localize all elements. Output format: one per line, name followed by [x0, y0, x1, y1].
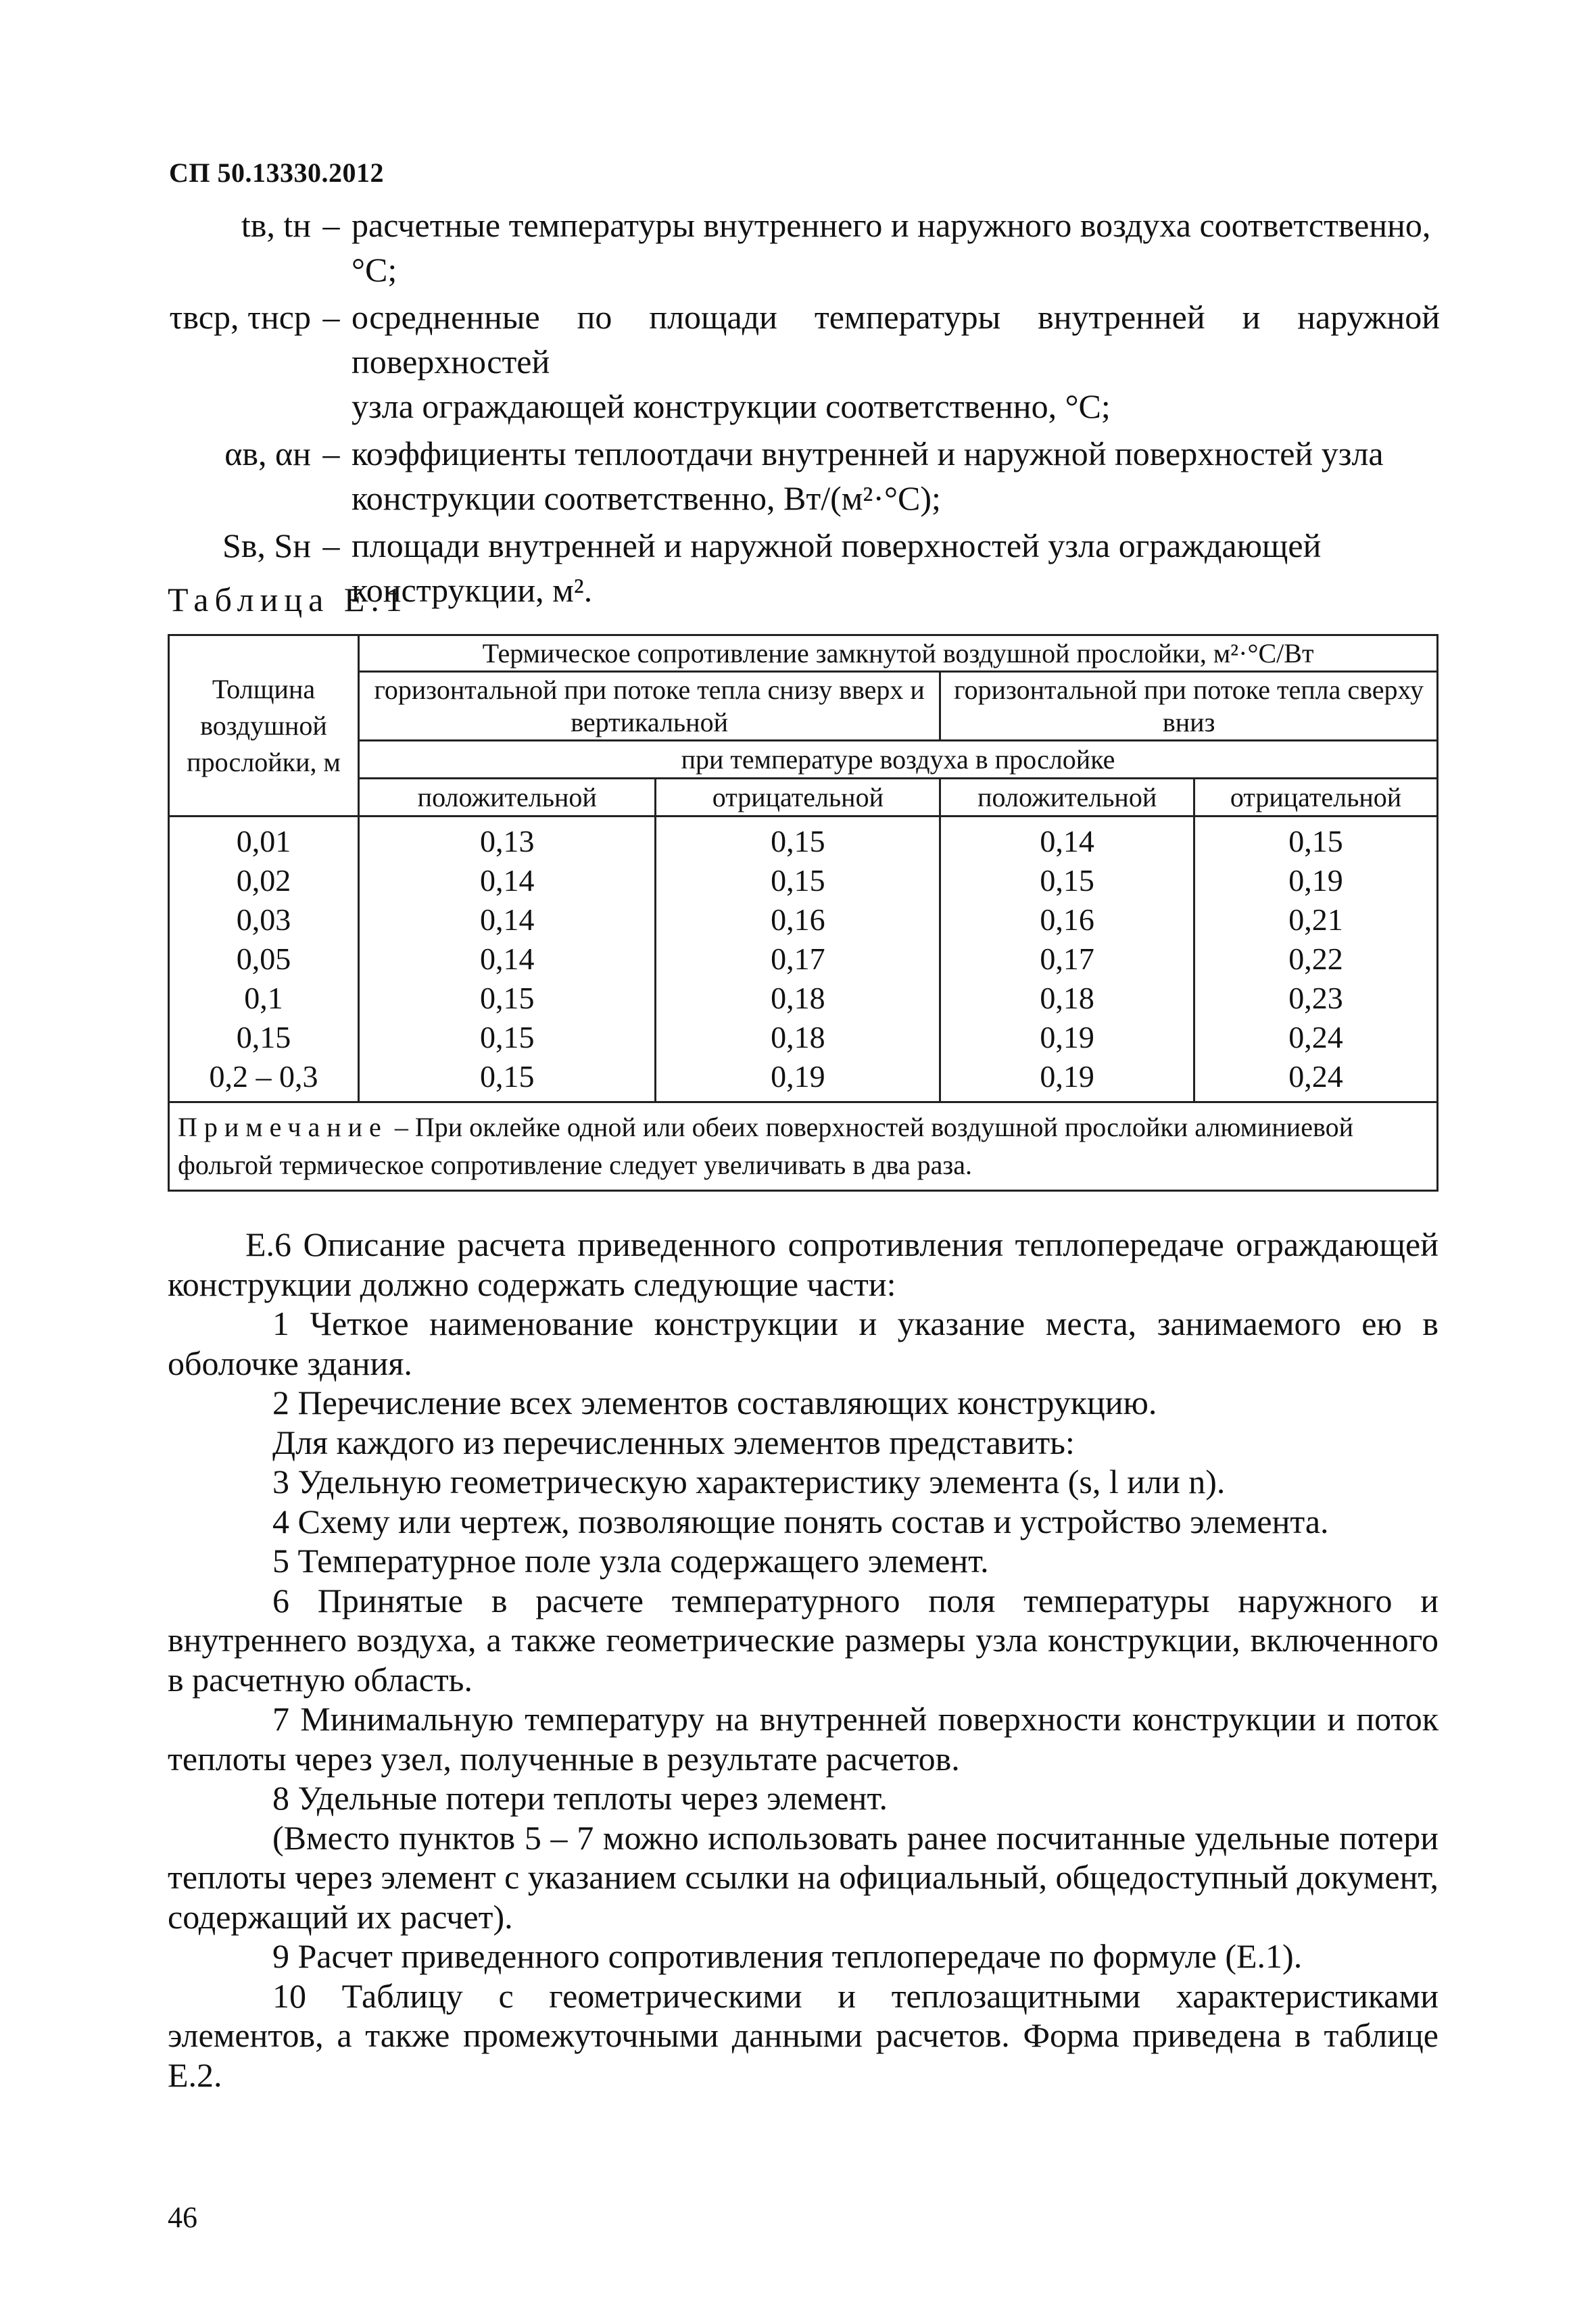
table-cell: 0,24 — [1194, 1017, 1438, 1056]
paragraph: 10 Таблицу с геометрическими и теплозащитными характеристиками элементов, а также промежуточными данными расчетов. Форма приведена в таблице Е.2. — [168, 1976, 1438, 2094]
table-row — [169, 817, 1438, 861]
table-cell: 0,1 — [169, 978, 359, 1017]
table-cell: 0,14 — [940, 817, 1194, 861]
table-cell: 0,14 — [359, 900, 656, 939]
document-code: СП 50.13330.2012 — [169, 157, 384, 188]
body-text — [168, 1225, 1438, 2095]
page-number: 46 — [168, 2201, 197, 2234]
definition-item: Sв, Sн – площади внутренней и наружной поверхностей узла ограждающей конструкции, м². — [162, 523, 1440, 612]
definition-text-cont: конструкции, м². — [352, 571, 593, 609]
table-cell: 0,18 — [656, 1017, 940, 1056]
subheader-negative: отрицательной — [1194, 779, 1438, 817]
definition-symbol: αв, αн — [224, 435, 311, 472]
paragraph: 6 Принятые в расчете температурного поля температуры наружного и внутреннего воздуха, а также геометрические размеры узла конструкции, включенного в расчетную область. — [168, 1581, 1438, 1699]
group-header-downward: горизонтальной при потоке тепла сверху вниз — [940, 672, 1438, 741]
definition-text: расчетные температуры внутреннего и наружного воздуха соответственно, — [352, 206, 1431, 244]
table-cell: 0,18 — [940, 978, 1194, 1017]
temperature-header: при температуре воздуха в прослойке — [359, 741, 1438, 779]
definition-text: площади внутренней и наружной поверхностей узла ограждающей — [352, 527, 1322, 564]
definition-text-cont: конструкции соответственно, Вт/(м²·°С); — [352, 479, 941, 517]
table-caption: Таблица Е.1 — [168, 581, 408, 618]
table-cell: 0,02 — [169, 860, 359, 900]
definition-item: tв, tн – расчетные температуры внутреннего и наружного воздуха соответственно, °С; — [162, 203, 1440, 292]
table-cell: 0,15 — [359, 978, 656, 1017]
table-cell: 0,15 — [1194, 817, 1438, 861]
table-cell: 0,15 — [656, 860, 940, 900]
table-cell: 0,18 — [656, 978, 940, 1017]
paragraph: 9 Расчет приведенного сопротивления теплопередаче по формуле (Е.1). — [272, 1937, 1303, 1975]
table-cell: 0,21 — [1194, 900, 1438, 939]
paragraph: 2 Перечисление всех элементов составляющих конструкцию. — [272, 1384, 1157, 1421]
table-cell: 0,23 — [1194, 978, 1438, 1017]
table-cell: 0,14 — [359, 860, 656, 900]
table-cell: 0,01 — [169, 817, 359, 861]
definition-text-cont: узла ограждающей конструкции соответственно, °С; — [352, 387, 1111, 425]
subheader-positive: положительной — [940, 779, 1194, 817]
table-cell: 0,2 – 0,3 — [169, 1056, 359, 1102]
table-row — [169, 1017, 1438, 1056]
definition-symbol: tв, tн — [241, 206, 311, 244]
air-layer-resistance-table — [168, 634, 1438, 1192]
table-row — [169, 978, 1438, 1017]
table-cell: 0,13 — [359, 817, 656, 861]
table-cell: 0,03 — [169, 900, 359, 939]
symbol-definitions — [162, 203, 1440, 615]
table-cell: 0,15 — [359, 1056, 656, 1102]
table-cell: 0,22 — [1194, 939, 1438, 978]
paragraph: 5 Температурное поле узла содержащего элемент. — [272, 1542, 989, 1580]
definition-item: αв, αн – коэффициенты теплоотдачи внутренней и наружной поверхностей узла конструкции соответственно, Вт/(м²·°С); — [162, 431, 1440, 520]
thickness-header: Толщина воздушной прослойки, м — [169, 635, 359, 817]
table-cell: 0,15 — [169, 1017, 359, 1056]
note-text: – При оклейке одной или обеих поверхностей воздушной прослойки алюминиевой фольгой термическое сопротивление следует увеличивать в два раза. — [178, 1112, 1353, 1180]
table-cell: 0,16 — [656, 900, 940, 939]
paragraph: Для каждого из перечисленных элементов представить: — [272, 1423, 1075, 1461]
definition-text: коэффициенты теплоотдачи внутренней и наружной поверхностей узла — [352, 435, 1384, 472]
paragraph: 3 Удельную геометрическую характеристику элемента (s, l или n). — [272, 1463, 1226, 1501]
group-header-upward: горизонтальной при потоке тепла снизу вверх и вертикальной — [359, 672, 940, 741]
definition-symbol: Sв, Sн — [222, 527, 311, 564]
main-header: Термическое сопротивление замкнутой воздушной прослойки, м²·°С/Вт — [359, 635, 1438, 672]
table-cell: 0,24 — [1194, 1056, 1438, 1102]
subheader-negative: отрицательной — [656, 779, 940, 817]
table-row — [169, 939, 1438, 978]
table-cell: 0,15 — [359, 1017, 656, 1056]
table-cell: 0,16 — [940, 900, 1194, 939]
table-row — [169, 860, 1438, 900]
table-cell: 0,14 — [359, 939, 656, 978]
note-label: Примечание — [178, 1112, 388, 1142]
table-cell: 0,15 — [656, 817, 940, 861]
table-cell: 0,19 — [656, 1056, 940, 1102]
paragraph: Е.6 Описание расчета приведенного сопротивления теплопередаче ограждающей конструкции должно содержать следующие части: — [168, 1225, 1438, 1303]
table-cell: 0,17 — [656, 939, 940, 978]
paragraph: 1 Четкое наименование конструкции и указание места, занимаемого ею в оболочке здания. — [168, 1305, 1438, 1382]
definition-text: осредненные по площади температуры внутренней и наружной поверхностей — [352, 298, 1440, 381]
paragraph: (Вместо пунктов 5 – 7 можно использовать ранее посчитанные удельные потери теплоты через элемент с указанием ссылки на официальный, общедоступный документ, содержащий их расчет). — [168, 1818, 1438, 1936]
paragraph: 8 Удельные потери теплоты через элемент. — [272, 1779, 888, 1817]
definition-symbol: τвср, τнср — [169, 298, 311, 336]
table-cell: 0,19 — [1194, 860, 1438, 900]
table-note — [169, 1102, 1438, 1191]
paragraph: 4 Схему или чертеж, позволяющие понять состав и устройство элемента. — [272, 1502, 1329, 1540]
table-cell: 0,15 — [940, 860, 1194, 900]
table-cell: 0,19 — [940, 1017, 1194, 1056]
definition-item: τвср, τнср – осредненные по площади температуры внутренней и наружной поверхностей узла ограждающей конструкции соответственно, °С; — [162, 295, 1440, 429]
table-row — [169, 1056, 1438, 1102]
table-row — [169, 900, 1438, 939]
definition-text-cont: °С; — [352, 251, 397, 289]
table-cell: 0,17 — [940, 939, 1194, 978]
table-cell: 0,19 — [940, 1056, 1194, 1102]
table-note-row — [169, 1102, 1438, 1191]
subheader-positive: положительной — [359, 779, 656, 817]
paragraph: 7 Минимальную температуру на внутренней поверхности конструкции и поток теплоты через узел, полученные в результате расчетов. — [168, 1700, 1438, 1778]
table-cell: 0,05 — [169, 939, 359, 978]
